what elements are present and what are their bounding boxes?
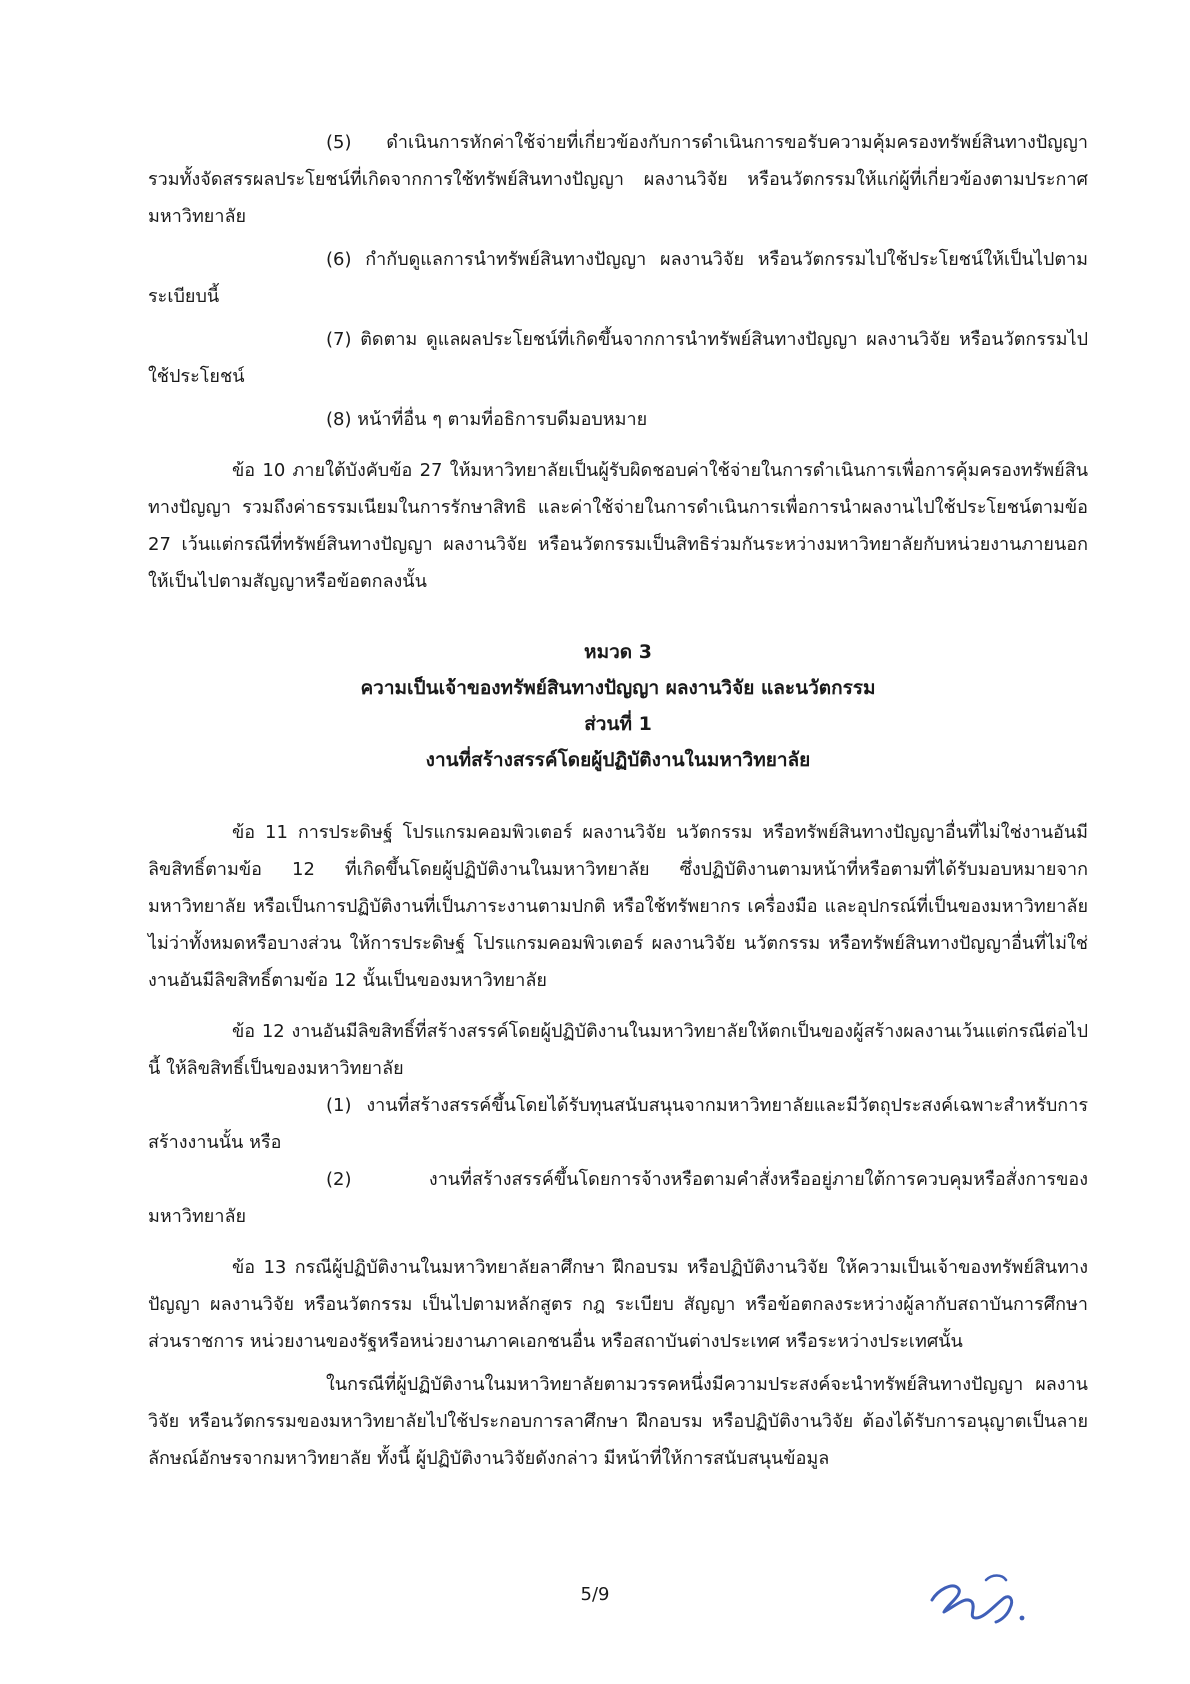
part-number: ส่วนที่ 1 <box>584 713 652 735</box>
document-body <box>148 124 1088 1477</box>
article-11: ข้อ 11 การประดิษฐ์ โปรแกรมคอมพิวเตอร์ ผลงานวิจัย นวัตกรรม หรือทรัพย์สินทางปัญญาอื่นที่ไม่ใช่งานอันมีลิขสิทธิ์ตามข้อ 12 ที่เกิดขึ้นโดยผู้ปฏิบัติงานในมหาวิทยาลัย ซึ่งปฏิบัติงานตามหน้าที่หรือตามที่ได้รับมอบหมายจากมหาวิทยาลัย หรือเป็นการปฏิบัติงานที่เป็นภาระงานตามปกติ หรือใช้ทรัพยากร เครื่องมือ และอุปกรณ์ที่เป็นของมหาวิทยาลัยไม่ว่าทั้งหมดหรือบางส่วน ให้การประดิษฐ์ โปรแกรมคอมพิวเตอร์ ผลงานวิจัย นวัตกรรม หรือทรัพย์สินทางปัญญาอื่นที่ไม่ใช่งานอันมีลิขสิทธิ์ตามข้อ 12 นั้นเป็นของมหาวิทยาลัย <box>148 822 1088 991</box>
clause-8: (8) หน้าที่อื่น ๆ ตามที่อธิการบดีมอบหมาย <box>326 409 648 430</box>
article-10: ข้อ 10 ภายใต้บังคับข้อ 27 ให้มหาวิทยาลัยเป็นผู้รับผิดชอบค่าใช้จ่ายในการดำเนินการเพื่อการคุ้มครองทรัพย์สินทางปัญญา รวมถึงค่าธรรมเนียมในการรักษาสิทธิ และค่าใช้จ่ายในการดำเนินการเพื่อการนำผลงานไปใช้ประโยชน์ตามข้อ 27 เว้นแต่กรณีที่ทรัพย์สินทางปัญญา ผลงานวิจัย หรือนวัตกรรมเป็นสิทธิร่วมกันระหว่างมหาวิทยาลัยกับหน่วยงานภายนอกให้เป็นไปตามสัญญาหรือข้อตกลงนั้น <box>148 460 1088 592</box>
chapter-title: ความเป็นเจ้าของทรัพย์สินทางปัญญา ผลงานวิจัย และนวัตกรรม <box>360 677 876 699</box>
chapter-number: หมวด 3 <box>584 641 652 663</box>
clause-6: (6) กำกับดูแลการนำทรัพย์สินทางปัญญา ผลงานวิจัย หรือนวัตกรรมไปใช้ประโยชน์ให้เป็นไปตามระเบียบนี้ <box>148 249 1088 307</box>
article-12-clause-2: (2) งานที่สร้างสรรค์ขึ้นโดยการจ้างหรือตามคำสั่งหรืออยู่ภายใต้การควบคุมหรือสั่งการของมหาวิทยาลัย <box>148 1169 1088 1227</box>
article-13-paragraph-2: ในกรณีที่ผู้ปฏิบัติงานในมหาวิทยาลัยตามวรรคหนึ่งมีความประสงค์จะนำทรัพย์สินทางปัญญา ผลงานวิจัย หรือนวัตกรรมของมหาวิทยาลัยไปใช้ประกอบการลาศึกษา ฝึกอบรม หรือปฏิบัติงานวิจัย ต้องได้รับการอนุญาตเป็นลายลักษณ์อักษรจากมหาวิทยาลัย ทั้งนี้ ผู้ปฏิบัติงานวิจัยดังกล่าว มีหน้าที่ให้การสนับสนุนข้อมูล <box>148 1374 1088 1469</box>
clause-7: (7) ติดตาม ดูแลผลประโยชน์ที่เกิดขึ้นจากการนำทรัพย์สินทางปัญญา ผลงานวิจัย หรือนวัตกรรมไปใช้ประโยชน์ <box>148 329 1088 387</box>
part-title: งานที่สร้างสรรค์โดยผู้ปฏิบัติงานในมหาวิทยาลัย <box>425 749 811 771</box>
article-12: ข้อ 12 งานอันมีลิขสิทธิ์ที่สร้างสรรค์โดยผู้ปฏิบัติงานในมหาวิทยาลัยให้ตกเป็นของผู้สร้างผลงานเว้นแต่กรณีต่อไปนี้ ให้ลิขสิทธิ์เป็นของมหาวิทยาลัย <box>148 1021 1088 1079</box>
chapter-heading <box>148 634 1088 778</box>
clause-5: (5) ดำเนินการหักค่าใช้จ่ายที่เกี่ยวข้องกับการดำเนินการขอรับความคุ้มครองทรัพย์สินทางปัญญา รวมทั้งจัดสรรผลประโยชน์ที่เกิดจากการใช้ทรัพย์สินทางปัญญา ผลงานวิจัย หรือนวัตกรรมให้แก่ผู้ที่เกี่ยวข้องตามประกาศมหาวิทยาลัย <box>148 132 1088 227</box>
page-number: 5/9 <box>580 1584 610 1605</box>
article-13: ข้อ 13 กรณีผู้ปฏิบัติงานในมหาวิทยาลัยลาศึกษา ฝึกอบรม หรือปฏิบัติงานวิจัย ให้ความเป็นเจ้าของทรัพย์สินทางปัญญา ผลงานวิจัย หรือนวัตกรรม เป็นไปตามหลักสูตร กฎ ระเบียบ สัญญา หรือข้อตกลงระหว่างผู้ลากับสถาบันการศึกษา ส่วนราชการ หน่วยงานของรัฐหรือหน่วยงานภาคเอกชนอื่น หรือสถาบันต่างประเทศ หรือระหว่างประเทศนั้น <box>148 1257 1088 1352</box>
handwritten-signature <box>918 1560 1038 1630</box>
article-12-clause-1: (1) งานที่สร้างสรรค์ขึ้นโดยได้รับทุนสนับสนุนจากมหาวิทยาลัยและมีวัตถุประสงค์เฉพาะสำหรับการสร้างงานนั้น หรือ <box>148 1095 1088 1153</box>
